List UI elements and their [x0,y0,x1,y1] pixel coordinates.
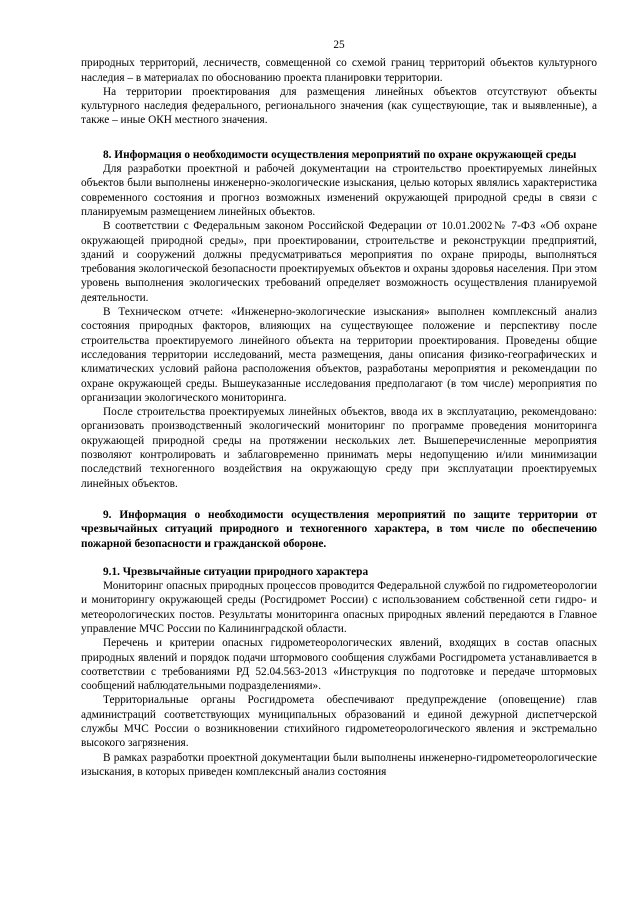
section-9-1-paragraph: Территориальные органы Росгидромета обеспечивают предупреждение (оповещение) глав администраций соответствующих муниципальных образований и единой дежурной диспетчерской службы МЧС России о возникновении стихийного гидрометеорологического явления и экстремально высокого загрязнения. [81,694,597,750]
paragraph-okn: На территории проектирования для размещения линейных объектов отсутствуют объекты культурного наследия федерального, регионального значения (как существующие, так и выявленные), а также – иные ОКН местного значения. [81,85,597,127]
section-8-heading: 8. Информация о необходимости осуществления мероприятий по охране окружающей среды [103,148,577,161]
paragraph-continuation: природных территорий, лесничеств, совмещенной со схемой границ территорий объектов культурного наследия – в материалах по обоснованию проекта планировки территории. [81,57,597,84]
section-8-paragraph: После строительства проектируемых линейных объектов, ввода их в эксплуатацию, рекомендовано: организовать производственный экологический мониторинг по программе проведения мониторинга окружающей природной среды на протяжении нескольких лет. Вышеперечисленные мероприятия позволяют контролировать и заблаговременно принимать меры недопущению и/или минимизации последствий техногенного воздействия на окружающую среду при эксплуатации проектируемых линейных объектов. [81,406,597,490]
section-9-heading: 9. Информация о необходимости осуществления мероприятий по защите территории от чрезвычайных ситуаций природного и техногенного характера, в том числе по обеспечению пожарной безопасности и гражданской обороне. [81,508,597,550]
section-9-1-heading: 9.1. Чрезвычайные ситуации природного характера [103,565,369,578]
section-9-1-paragraph: Перечень и критерии опасных гидрометеорологических явлений, входящих в состав опасных природных явлений и порядок подачи штормового сообщения службами Росгидромета устанавливается в соответствии с требованиями РД 52.04.563-2013 «Инструкция по подготовке и передаче штормовых сообщений наблюдательными подразделениями». [81,637,597,693]
section-9-1-paragraph: Мониторинг опасных природных процессов проводится Федеральной службой по гидрометеорологии и мониторингу окружающей среды (Росгидромет России) с использованием собственной сети гидро- и метеорологических постов. Результаты мониторинга опасных природных явлений передаются в Главное управление МЧС России по Калининградской области. [81,580,597,635]
section-9-1-paragraph: В рамках разработки проектной документации были выполнены инженерно-гидрометеорологические изыскания, в которых приведен комплексный анализ состояния [81,751,597,778]
section-8-paragraph: В Техническом отчете: «Инженерно-экологические изыскания» выполнен комплексный анализ состояния природных факторов, влияющих на существующее положение и перспективу после строительства проектируемого линейного объекта на территории проектирования. Проведены общие исследования территории исследований, места размещения, даны описания физико-географических и климатических условий района расположения объектов, разработаны мероприятия и рекомендации по охране окружающей среды. Вышеуказанные исследования предполагают (в том числе) мероприятия по организации экологического мониторинга. [81,306,597,404]
section-8-paragraph: Для разработки проектной и рабочей документации на строительство проектируемых линейных объектов были выполнены инженерно-экологические изыскания, целью которых являлись характеристика современного состояния и прогноз возможных изменений окружающей природной среды в связи с планируемым размещением линейных объектов. [81,163,597,218]
section-8-paragraph: В соответствии с Федеральным законом Российской Федерации от 10.01.2002№ 7-ФЗ «Об охране окружающей природной среды», при проектировании, строительстве и реконструкции предприятий, зданий и сооружений должны предусматриваться мероприятия по охране природы, выполняться требования экологической безопасности проектируемых объектов и охраны здоровья населения. При этом уровень выполнения экологических требований определяет возможность осуществления планируемой деятельности. [81,220,597,304]
page-number: 25 [333,39,345,51]
